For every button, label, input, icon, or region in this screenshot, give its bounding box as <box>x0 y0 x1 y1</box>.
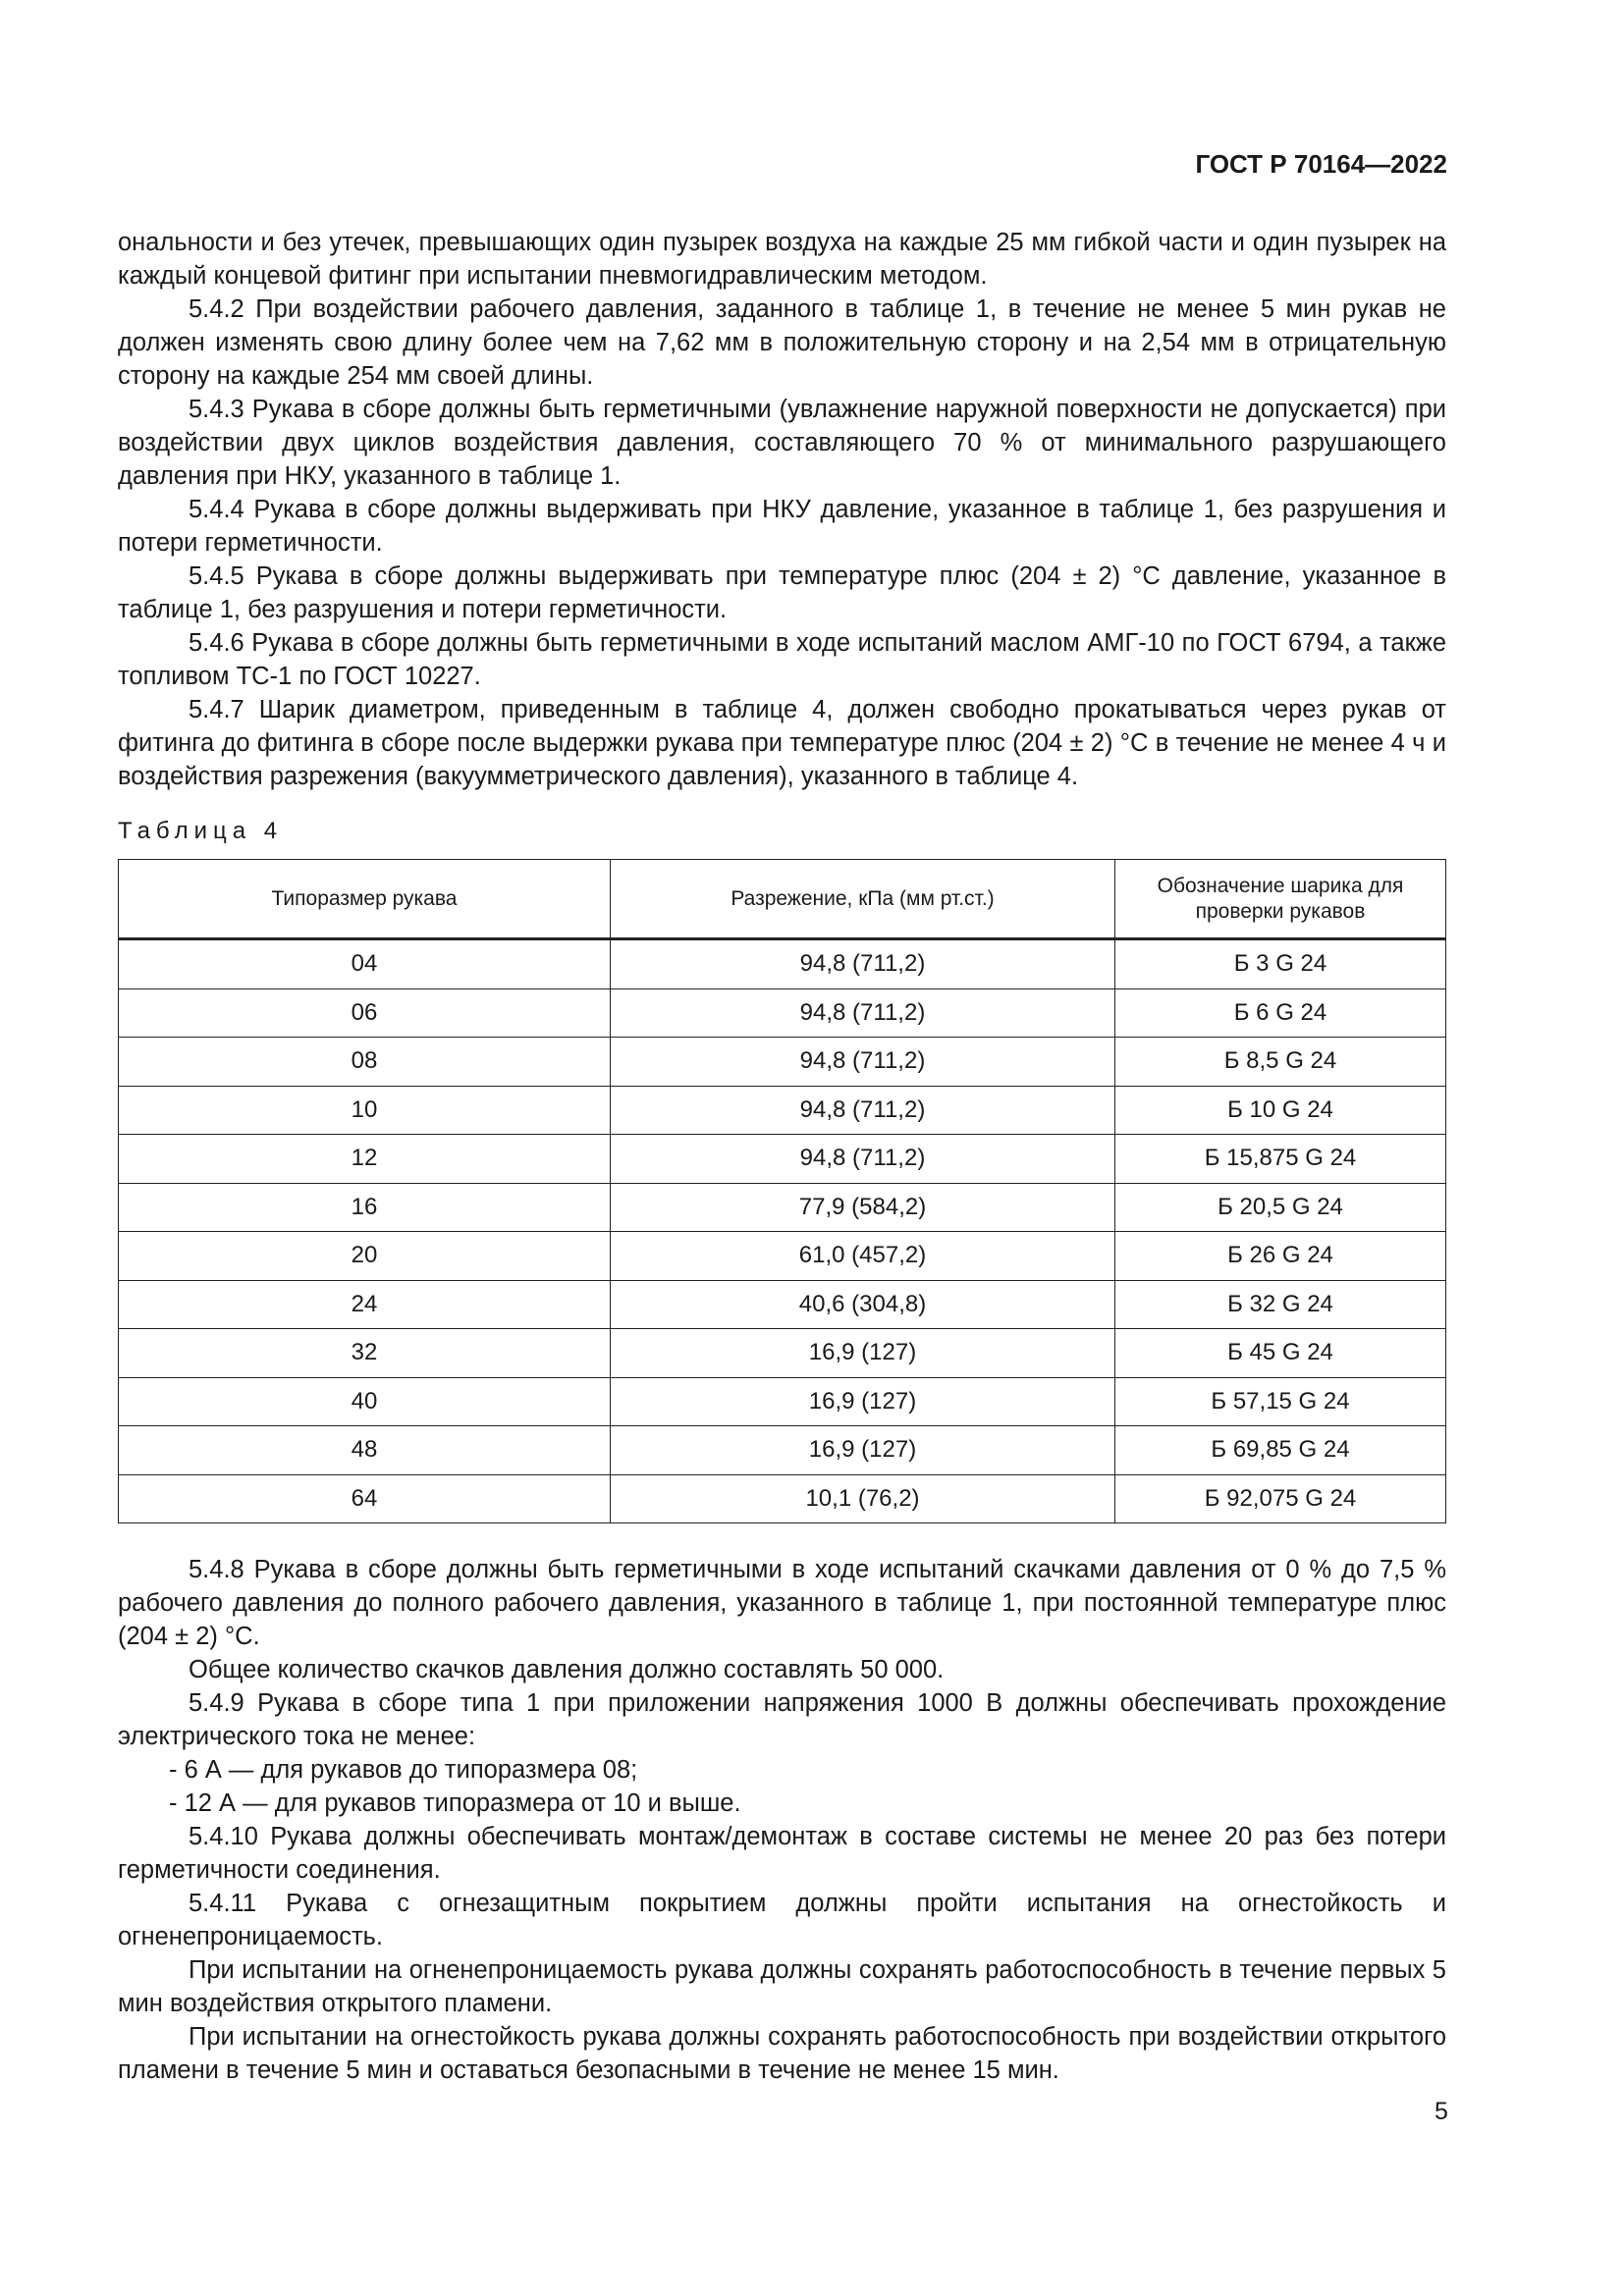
list-item: - 6 А — для рукавов до типоразмера 08; <box>169 1756 638 1784</box>
table-row <box>119 1377 1446 1426</box>
cell-vacuum: 94,8 (711,2) <box>611 939 1115 989</box>
cell-vacuum: 16,9 (127) <box>611 1329 1115 1378</box>
table-row <box>119 1232 1446 1281</box>
cell-hose-size: 04 <box>119 939 611 989</box>
table-body <box>119 939 1446 1523</box>
page-number: 5 <box>1435 2098 1448 2125</box>
paragraph: 5.4.2 При воздействии рабочего давления, заданного в таблице 1, в течение не менее 5 мин рукав не должен изменять свою длину более чем на 7,62 мм в положительную сторону и на 2,54 мм в отрицательную сторону на каждые 254 мм своей длины. <box>118 295 1446 390</box>
table-4 <box>118 859 1446 1523</box>
cell-ball-designation: Б 26 G 24 <box>1115 1232 1446 1281</box>
paragraphs-top <box>118 226 1446 793</box>
cell-hose-size: 12 <box>119 1135 611 1184</box>
cell-hose-size: 16 <box>119 1183 611 1232</box>
cell-ball-designation: Б 8,5 G 24 <box>1115 1038 1446 1087</box>
cell-vacuum: 40,6 (304,8) <box>611 1280 1115 1329</box>
cell-hose-size: 20 <box>119 1232 611 1281</box>
table-row <box>119 1135 1446 1184</box>
cell-vacuum: 94,8 (711,2) <box>611 988 1115 1038</box>
cell-vacuum: 10,1 (76,2) <box>611 1474 1115 1523</box>
cell-ball-designation: Б 45 G 24 <box>1115 1329 1446 1378</box>
table-row <box>119 1086 1446 1135</box>
paragraph: 5.4.3 Рукава в сборе должны быть герметичными (увлажнение наружной поверхности не допускается) при воздействии двух циклов воздействия давления, составляющего 70 % от минимального разрушающего давления при НКУ, указанного в таблице 1. <box>118 396 1446 490</box>
cell-ball-designation: Б 10 G 24 <box>1115 1086 1446 1135</box>
paragraph: 5.4.9 Рукава в сборе типа 1 при приложении напряжения 1000 В должны обеспечивать прохождение электрического тока не менее: <box>118 1689 1446 1750</box>
cell-hose-size: 48 <box>119 1426 611 1475</box>
cell-hose-size: 64 <box>119 1474 611 1523</box>
paragraph: Общее количество скачков давления должно составлять 50 000. <box>189 1656 945 1683</box>
cell-hose-size: 08 <box>119 1038 611 1087</box>
header-ball-designation: Обозначение шарика для проверки рукавов <box>1115 860 1446 939</box>
cell-vacuum: 94,8 (711,2) <box>611 1086 1115 1135</box>
cell-vacuum: 16,9 (127) <box>611 1426 1115 1475</box>
paragraph: 5.4.6 Рукава в сборе должны быть герметичными в ходе испытаний маслом АМГ-10 по ГОСТ 6794, а также топливом ТС-1 по ГОСТ 10227. <box>118 629 1446 690</box>
paragraph: 5.4.8 Рукава в сборе должны быть герметичными в ходе испытаний скачками давления от 0 % до 7,5 % рабочего давления до полного рабочего давления, указанного в таблице 1, при постоянной температуре плюс (204 ± 2) °С. <box>118 1556 1446 1650</box>
cell-hose-size: 06 <box>119 988 611 1038</box>
table-row <box>119 1426 1446 1475</box>
paragraphs-bottom <box>118 1553 1446 2087</box>
cell-hose-size: 10 <box>119 1086 611 1135</box>
header-vacuum: Разрежение, кПа (мм рт.ст.) <box>611 860 1115 939</box>
table-header-row <box>119 860 1446 939</box>
document-code: ГОСТ Р 70164—2022 <box>1195 149 1447 179</box>
table-row <box>119 939 1446 989</box>
cell-vacuum: 94,8 (711,2) <box>611 1135 1115 1184</box>
cell-hose-size: 40 <box>119 1377 611 1426</box>
paragraph: 5.4.11 Рукава с огнезащитным покрытием должны пройти испытания на огнестойкость и огненепроницаемость. <box>118 1890 1446 1950</box>
paragraph: 5.4.10 Рукава должны обеспечивать монтаж/демонтаж в составе системы не менее 20 раз без потери герметичности соединения. <box>118 1823 1446 1884</box>
cell-hose-size: 32 <box>119 1329 611 1378</box>
cell-ball-designation: Б 32 G 24 <box>1115 1280 1446 1329</box>
table-row <box>119 988 1446 1038</box>
paragraph: При испытании на огнестойкость рукава должны сохранять работоспособность при воздействии открытого пламени в течение 5 мин и оставаться безопасными в течение не менее 15 мин. <box>118 2023 1446 2084</box>
table-row <box>119 1038 1446 1087</box>
paragraph: ональности и без утечек, превышающих один пузырек воздуха на каждые 25 мм гибкой части и один пузырек на каждый концевой фитинг при испытании пневмогидравлическим методом. <box>118 229 1446 290</box>
cell-vacuum: 77,9 (584,2) <box>611 1183 1115 1232</box>
table-row <box>119 1183 1446 1232</box>
cell-vacuum: 61,0 (457,2) <box>611 1232 1115 1281</box>
cell-ball-designation: Б 20,5 G 24 <box>1115 1183 1446 1232</box>
page-content <box>118 226 1446 2087</box>
table-row <box>119 1280 1446 1329</box>
cell-ball-designation: Б 92,075 G 24 <box>1115 1474 1446 1523</box>
paragraph: 5.4.7 Шарик диаметром, приведенным в таблице 4, должен свободно прокатываться через рукав от фитинга до фитинга в сборе после выдержки рукава при температуре плюс (204 ± 2) °С в течение не менее 4 ч и воздействия разрежения (вакуумметрического давления), указанного в таблице 4. <box>118 696 1446 790</box>
cell-ball-designation: Б 57,15 G 24 <box>1115 1377 1446 1426</box>
paragraph: 5.4.4 Рукава в сборе должны выдерживать при НКУ давление, указанное в таблице 1, без разрушения и потери герметичности. <box>118 496 1446 557</box>
list-item: - 12 А — для рукавов типоразмера от 10 и выше. <box>169 1789 741 1817</box>
table-row <box>119 1329 1446 1378</box>
cell-hose-size: 24 <box>119 1280 611 1329</box>
cell-vacuum: 16,9 (127) <box>611 1377 1115 1426</box>
header-hose-size: Типоразмер рукава <box>119 860 611 939</box>
paragraph: При испытании на огненепроницаемость рукава должны сохранять работоспособность в течение первых 5 мин воздействия открытого пламени. <box>118 1956 1446 2017</box>
cell-ball-designation: Б 69,85 G 24 <box>1115 1426 1446 1475</box>
table-row <box>119 1474 1446 1523</box>
table-caption: Таблица 4 <box>118 818 284 844</box>
cell-ball-designation: Б 3 G 24 <box>1115 939 1446 989</box>
cell-ball-designation: Б 6 G 24 <box>1115 988 1446 1038</box>
cell-vacuum: 94,8 (711,2) <box>611 1038 1115 1087</box>
paragraph: 5.4.5 Рукава в сборе должны выдерживать при температуре плюс (204 ± 2) °С давление, указанное в таблице 1, без разрушения и потери герметичности. <box>118 562 1446 623</box>
cell-ball-designation: Б 15,875 G 24 <box>1115 1135 1446 1184</box>
